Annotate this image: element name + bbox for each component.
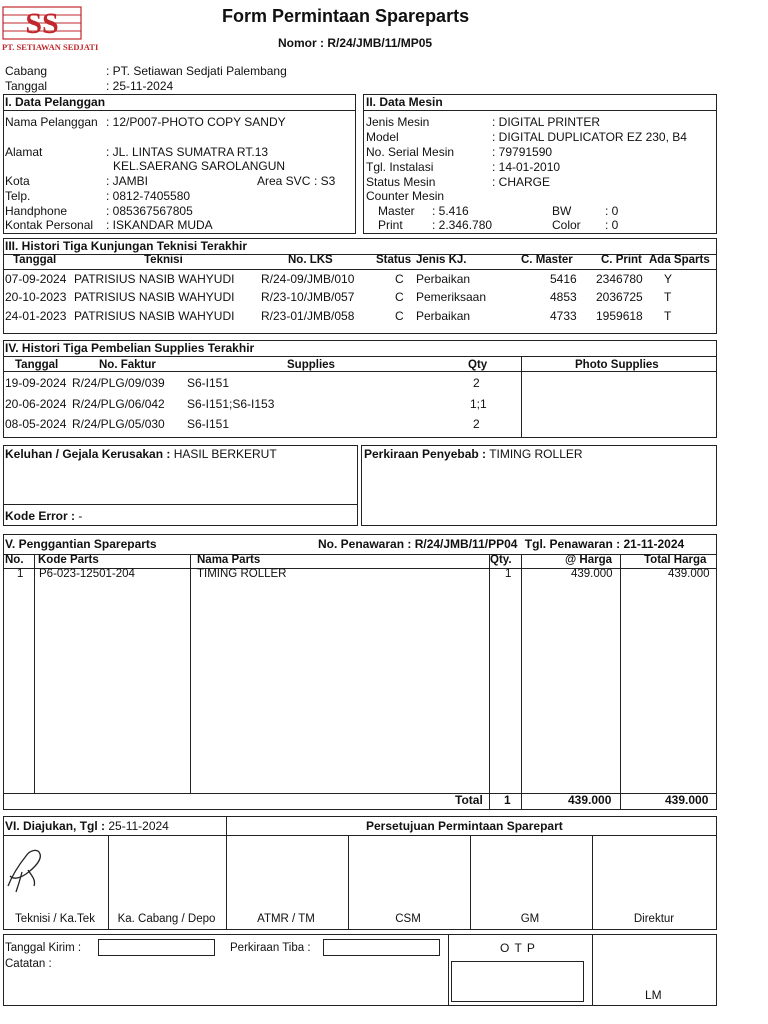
print-label: Print — [378, 218, 403, 232]
print-value: : 2.346.780 — [432, 218, 493, 232]
col-no: No. — [5, 554, 24, 566]
parts-row — [0, 568, 768, 586]
cell-qty: 1 — [505, 568, 512, 580]
penyebab-text — [364, 447, 583, 461]
cell-qty: 2 — [473, 417, 480, 431]
technician-signature — [4, 846, 54, 896]
color-label: Color — [552, 218, 581, 232]
cell-ada-sparts: T — [664, 290, 672, 304]
penyebab-label: Perkiraan Penyebab : — [364, 447, 487, 461]
col-qty: Qty. — [490, 554, 512, 566]
nama-label: Nama Pelanggan — [5, 115, 98, 129]
serial-label: No. Serial Mesin — [366, 145, 455, 159]
tanggal-kirim-field[interactable] — [98, 939, 215, 956]
cell-status: C — [395, 290, 404, 304]
cell-tanggal: 24-01-2023 — [5, 309, 67, 323]
col-no-faktur: No. Faktur — [99, 359, 156, 371]
instalasi-value: : 14-01-2010 — [492, 160, 561, 174]
cell-jenis-kj: Perbaikan — [416, 309, 471, 323]
area-label: Area SVC — [257, 174, 311, 188]
serial-value: : 79791590 — [492, 145, 553, 159]
master-label: Master — [378, 204, 415, 218]
cell-c-master: 4853 — [550, 290, 577, 304]
svg-text:SS: SS — [25, 7, 59, 40]
model-label: Model — [366, 130, 399, 144]
cell-jenis-kj: Pemeriksaan — [416, 290, 487, 304]
parts-total-row — [0, 793, 768, 811]
jenis-mesin-value: : DIGITAL PRINTER — [492, 115, 601, 129]
cell-qty: 2 — [473, 376, 480, 390]
cabang-label: Cabang — [5, 64, 48, 78]
tanggal-value: : 25-11-2024 — [106, 79, 174, 93]
penawaran-info — [318, 537, 684, 551]
keluhan-text — [5, 447, 277, 461]
instalasi-label: Tgl. Instalasi — [366, 160, 434, 174]
cell-c-master: 4733 — [550, 309, 577, 323]
cell-tanggal: 20-10-2023 — [5, 290, 67, 304]
signer-gm: GM — [520, 913, 540, 925]
cell-tanggal: 19-09-2024 — [5, 376, 67, 390]
total-label: Total — [455, 793, 483, 807]
kunjungan-row — [0, 309, 768, 327]
kota-value: : JAMBI — [106, 174, 149, 188]
counter-label: Counter Mesin — [366, 189, 445, 203]
model-value: : DIGITAL DUPLICATOR EZ 230, B4 — [492, 130, 687, 144]
signer-direktur: Direktur — [633, 913, 675, 925]
jenis-mesin-label: Jenis Mesin — [366, 115, 430, 129]
kota-label: Kota — [5, 174, 30, 188]
penggantian-heading: V. Penggantian Spareparts — [5, 537, 157, 551]
cell-teknisi: PATRISIUS NASIB WAHYUDI — [74, 290, 235, 304]
total-qty: 1 — [504, 793, 511, 807]
signer-csm: CSM — [395, 913, 421, 925]
diajukan-value: 25-11-2024 — [108, 819, 169, 833]
alamat-label: Alamat — [5, 145, 43, 159]
total-all: 439.000 — [665, 793, 709, 807]
col-c-master: C. Master — [521, 254, 573, 266]
col-tanggal: Tanggal — [15, 359, 59, 371]
signer-atmr: ATMR / TM — [257, 913, 315, 925]
cell-no-lks: R/23-01/JMB/058 — [261, 309, 355, 323]
perkiraan-tiba-label: Perkiraan Tiba : — [230, 942, 311, 954]
catatan-label: Catatan : — [5, 958, 52, 970]
status-mesin-value: : CHARGE — [492, 175, 551, 189]
keluhan-value: HASIL BERKERUT — [173, 447, 277, 461]
cell-teknisi: PATRISIUS NASIB WAHYUDI — [74, 309, 235, 323]
col-kode-parts: Kode Parts — [38, 554, 99, 566]
cell-no-lks: R/23-10/JMB/057 — [261, 290, 355, 304]
penyebab-value: TIMING ROLLER — [489, 447, 583, 461]
cell-no-lks: R/24-09/JMB/010 — [261, 272, 355, 286]
area-value: : S3 — [314, 174, 336, 188]
supplies-header-row — [0, 359, 768, 377]
cell-kode-parts: P6-023-12501-204 — [39, 568, 135, 580]
company-logo — [2, 6, 82, 46]
hp-label: Handphone — [5, 204, 68, 218]
cell-teknisi: PATRISIUS NASIB WAHYUDI — [74, 272, 235, 286]
kunjungan-heading: III. Histori Tiga Kunjungan Teknisi Terakhir — [5, 239, 248, 253]
otp-label: O T P — [500, 941, 536, 955]
form-number — [278, 36, 432, 50]
cell-no-faktur: R/24/PLG/09/039 — [72, 376, 165, 390]
col-tanggal: Tanggal — [13, 254, 57, 266]
total-harga: 439.000 — [568, 793, 612, 807]
kode-error — [5, 509, 82, 523]
cell-tanggal: 08-05-2024 — [5, 417, 67, 431]
supplies-row — [0, 397, 768, 415]
supplies-row — [0, 417, 768, 435]
cell-nama-parts: TIMING ROLLER — [197, 568, 287, 580]
pelanggan-heading: I. Data Pelanggan — [5, 95, 106, 109]
otp-field[interactable] — [451, 961, 584, 1002]
cell-c-print: 2346780 — [596, 272, 643, 286]
tanggal-label: Tanggal — [5, 79, 48, 93]
bw-label: BW — [552, 204, 572, 218]
mesin-heading: II. Data Mesin — [366, 95, 443, 109]
cell-tanggal: 07-09-2024 — [5, 272, 67, 286]
cell-ada-sparts: T — [664, 309, 672, 323]
status-mesin-label: Status Mesin — [366, 175, 436, 189]
penawaran-label: No. Penawaran : — [318, 537, 412, 551]
telp-label: Telp. — [5, 189, 31, 203]
col-status: Status — [376, 254, 412, 266]
diajukan-label: VI. Diajukan, Tgl : — [5, 819, 106, 833]
cell-c-print: 1959618 — [596, 309, 643, 323]
keluhan-label: Keluhan / Gejala Kerusakan : — [5, 447, 171, 461]
kunjungan-row — [0, 272, 768, 290]
col-teknisi: Teknisi — [144, 254, 183, 266]
nomor-value: R/24/JMB/11/MP05 — [327, 36, 433, 50]
col-total-harga: Total Harga — [644, 554, 707, 566]
master-value: : 5.416 — [432, 204, 469, 218]
supplies-heading: IV. Histori Tiga Pembelian Supplies Terakhir — [5, 341, 255, 355]
diajukan — [5, 819, 169, 833]
kontak-label: Kontak Personal — [5, 218, 94, 232]
cell-ada-sparts: Y — [664, 272, 673, 286]
cell-jenis-kj: Perbaikan — [416, 272, 471, 286]
cell-status: C — [395, 272, 404, 286]
nomor-label: Nomor : — [278, 36, 324, 50]
penawaran-value: R/24/JMB/11/PP04 — [414, 537, 518, 551]
form-title: Form Permintaan Spareparts — [222, 6, 470, 26]
tgl-penawaran-label: Tgl. Penawaran : — [524, 537, 621, 551]
persetujuan-heading: Persetujuan Permintaan Sparepart — [366, 819, 563, 833]
cell-c-master: 5416 — [550, 272, 577, 286]
signer-teknisi: Teknisi / Ka.Tek — [15, 913, 95, 925]
lm-label: LM — [645, 988, 662, 1002]
cell-c-print: 2036725 — [596, 290, 643, 304]
kunjungan-row — [0, 290, 768, 308]
cell-no-faktur: R/24/PLG/05/030 — [72, 417, 165, 431]
cell-supplies: S6-I151 — [187, 376, 230, 390]
cell-no-faktur: R/24/PLG/06/042 — [72, 397, 165, 411]
alamat-value-2: KEL.SAERANG SAROLANGUN — [113, 159, 286, 173]
tanggal-kirim-label: Tanggal Kirim : — [5, 942, 82, 954]
color-value: : 0 — [605, 218, 619, 232]
col-jenis-kj: Jenis KJ. — [416, 254, 467, 266]
kunjungan-header-row — [0, 254, 768, 272]
nama-value: : 12/P007-PHOTO COPY SANDY — [106, 115, 286, 129]
supplies-row — [0, 376, 768, 394]
cell-status: C — [395, 309, 404, 323]
kode-error-value: - — [78, 509, 83, 523]
telp-value: : 0812-7405580 — [106, 189, 191, 203]
cell-tanggal: 20-06-2024 — [5, 397, 67, 411]
col-no-lks: No. LKS — [288, 254, 333, 266]
col-nama-parts: Nama Parts — [197, 554, 261, 566]
perkiraan-tiba-field[interactable] — [323, 939, 440, 956]
cell-supplies: S6-I151;S6-I153 — [187, 397, 275, 411]
cell-total-harga: 439.000 — [668, 568, 710, 580]
alamat-value-1: : JL. LINTAS SUMATRA RT.13 — [106, 145, 269, 159]
cabang-value: : PT. Setiawan Sedjati Palembang — [106, 64, 287, 78]
col-harga: @ Harga — [565, 554, 613, 566]
col-ada-sparts: Ada Sparts — [649, 254, 710, 266]
col-c-print: C. Print — [601, 254, 642, 266]
bw-value: : 0 — [605, 204, 619, 218]
col-photo-supplies: Photo Supplies — [575, 359, 659, 371]
kode-error-label: Kode Error : — [5, 509, 76, 523]
signer-ka-cabang: Ka. Cabang / Depo — [117, 913, 216, 925]
cell-harga: 439.000 — [571, 568, 613, 580]
cell-no: 1 — [17, 568, 24, 580]
tgl-penawaran-value: 21-11-2024 — [623, 537, 685, 551]
col-supplies: Supplies — [287, 359, 335, 371]
cell-supplies: S6-I151 — [187, 417, 230, 431]
cell-qty: 1;1 — [470, 397, 487, 411]
company-name: PT. SETIAWAN SEDJATI — [2, 42, 99, 52]
hp-value: : 085367567805 — [106, 204, 193, 218]
kontak-value: : ISKANDAR MUDA — [106, 218, 213, 232]
col-qty: Qty — [468, 359, 488, 371]
